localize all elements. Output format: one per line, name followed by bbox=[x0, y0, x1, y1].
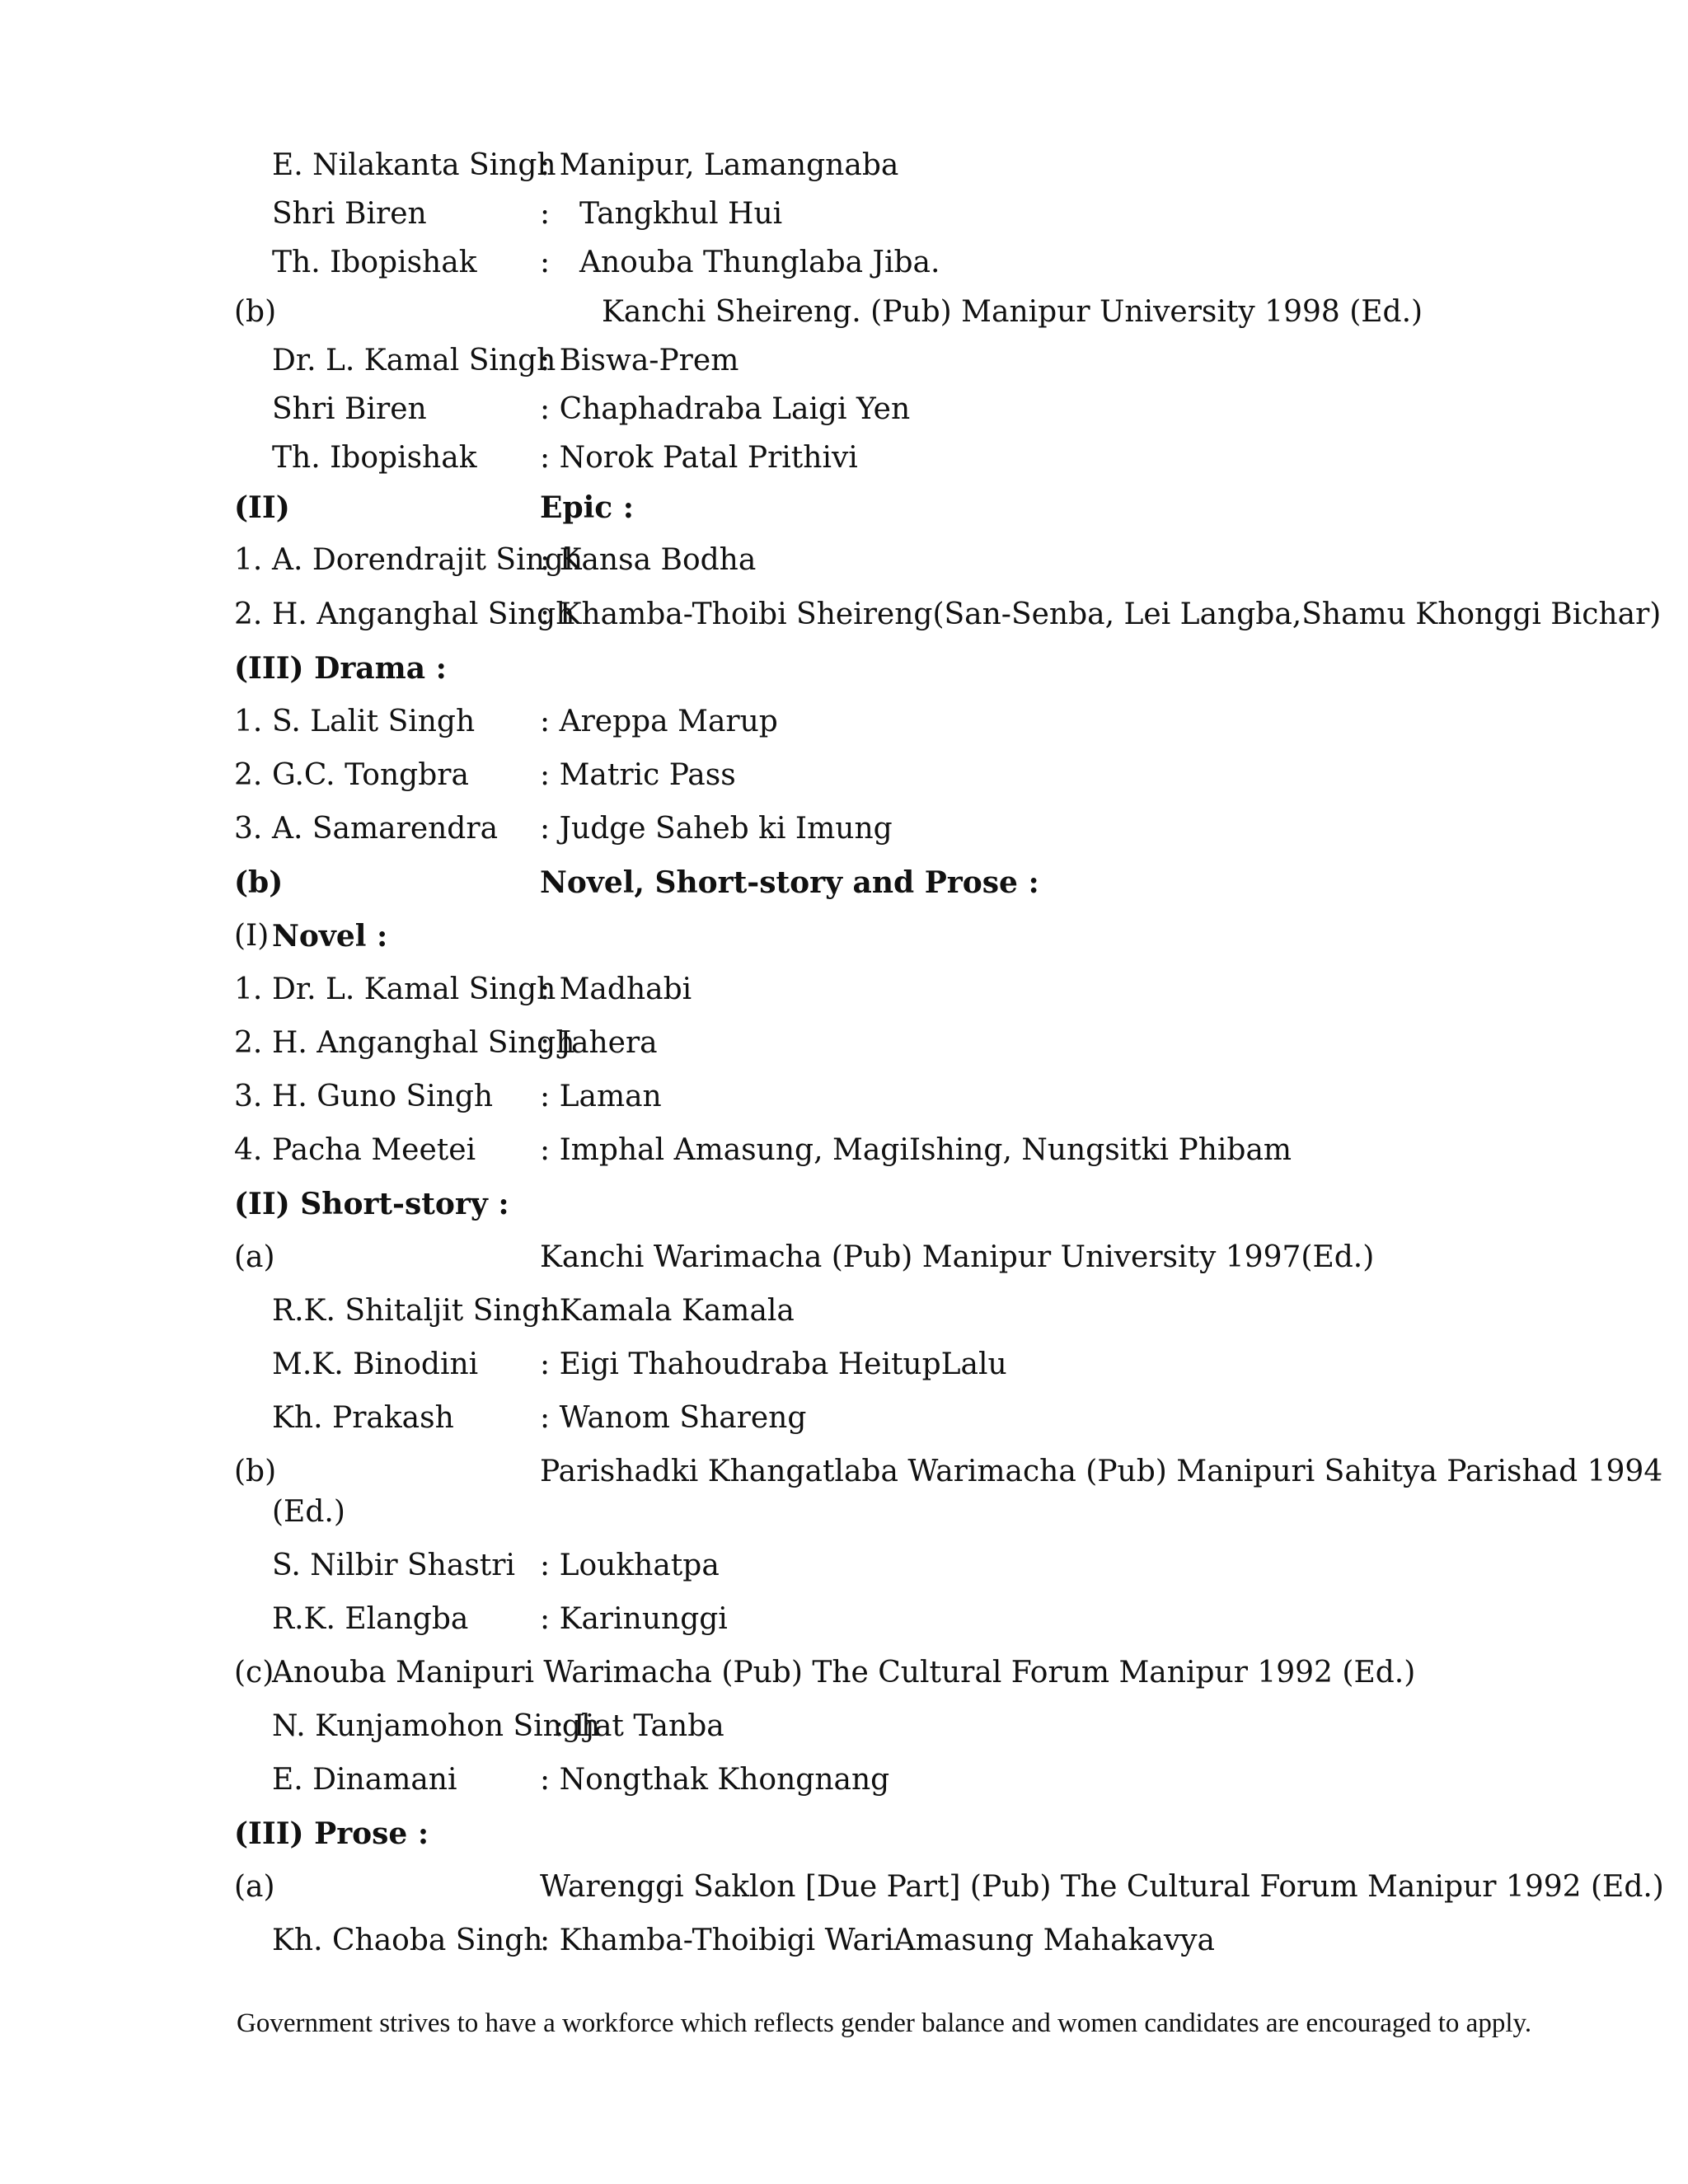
author-name: Dr. L. Kamal Singh bbox=[272, 344, 556, 377]
author-name: S. Nilbir Shastri bbox=[272, 1549, 515, 1582]
anthology-title: Kanchi Sheireng. (Pub) Manipur University 1998 (Ed.) bbox=[602, 295, 1423, 329]
work-title: Tangkhul Hui bbox=[579, 197, 783, 231]
section-title: Novel : bbox=[272, 919, 388, 954]
section-title: Epic : bbox=[540, 490, 635, 525]
author-name: G.C. Tongbra bbox=[272, 758, 469, 792]
author-name: H. Guno Singh bbox=[272, 1080, 494, 1113]
section-label: (b) bbox=[234, 1455, 277, 1488]
anthology-title: Parishadki Khangatlaba Warimacha (Pub) Manipuri Sahitya Parishad 1994 bbox=[540, 1455, 1663, 1488]
section-title: (II) Short-story : bbox=[234, 1187, 509, 1221]
author-name: S. Lalit Singh bbox=[272, 705, 476, 738]
section-label: (a) bbox=[234, 1870, 275, 1904]
section-title: (III) Drama : bbox=[234, 651, 447, 686]
author-name: H. Anganghal Singh bbox=[272, 1026, 575, 1060]
author-name: Th. Ibopishak bbox=[272, 246, 477, 279]
author-name: E. Nilakanta Singh bbox=[272, 148, 556, 182]
work-title: : Biswa-Prem bbox=[540, 344, 739, 377]
work-title: : Chaphadraba Laigi Yen bbox=[540, 392, 911, 426]
author-name: Pacha Meetei bbox=[272, 1133, 476, 1167]
item-number: 1. bbox=[234, 972, 263, 1006]
author-name: H. Anganghal Singh bbox=[272, 598, 575, 631]
work-title: : Norok Patal Prithivi bbox=[540, 441, 858, 475]
author-name: A. Dorendrajit Singh bbox=[272, 543, 584, 577]
section-title: Novel, Short-story and Prose : bbox=[540, 865, 1039, 900]
work-title: : Nongthak Khongnang bbox=[540, 1763, 890, 1797]
work-title: : Manipur, Lamangnaba bbox=[540, 148, 899, 182]
item-number: 2. bbox=[234, 598, 263, 631]
footer-note: Government strives to have a workforce which reflects gender balance and women candidates are encouraged to apply. bbox=[237, 2008, 1532, 2038]
work-title: : Imphal Amasung, MagiIshing, Nungsitki Phibam bbox=[540, 1133, 1292, 1167]
author-name: N. Kunjamohon Singh bbox=[272, 1709, 601, 1743]
work-title: : Laman bbox=[540, 1080, 662, 1113]
work-title: : Eigi Thahoudraba HeitupLalu bbox=[540, 1347, 1007, 1381]
section-label: (II) bbox=[234, 490, 290, 525]
work-title: : Kansa Bodha bbox=[540, 543, 757, 577]
author-name: A. Samarendra bbox=[272, 812, 499, 846]
work-title: : Jahera bbox=[540, 1026, 658, 1060]
section-label: (b) bbox=[234, 295, 277, 329]
author-name: R.K. Shitaljit Singh bbox=[272, 1294, 560, 1328]
author-name: Shri Biren bbox=[272, 197, 427, 231]
work-title: : Karinunggi bbox=[540, 1602, 728, 1636]
item-number: 1. bbox=[234, 705, 263, 738]
item-number: 2. bbox=[234, 1026, 263, 1060]
separator: : bbox=[540, 197, 551, 231]
work-title: : Madhabi bbox=[540, 972, 692, 1006]
author-name: R.K. Elangba bbox=[272, 1602, 469, 1636]
author-name: Dr. L. Kamal Singh bbox=[272, 972, 556, 1006]
work-title: : Khamba-Thoibigi WariAmasung Mahakavya bbox=[540, 1924, 1215, 1957]
item-number: 3. bbox=[234, 1080, 263, 1113]
work-title: : Judge Saheb ki Imung bbox=[540, 812, 893, 846]
author-name: E. Dinamani bbox=[272, 1763, 457, 1797]
item-number: 4. bbox=[234, 1133, 263, 1167]
author-name: M.K. Binodini bbox=[272, 1347, 479, 1381]
work-title: Anouba Thunglaba Jiba. bbox=[579, 246, 940, 279]
author-name: Kh. Chaoba Singh bbox=[272, 1924, 543, 1957]
work-title: : Kamala Kamala bbox=[540, 1294, 795, 1328]
section-label: (I) bbox=[234, 919, 270, 953]
work-title: : Loukhatpa bbox=[540, 1549, 720, 1582]
author-name: Kh. Prakash bbox=[272, 1401, 454, 1435]
author-name: Shri Biren bbox=[272, 392, 427, 426]
work-title: : Ijat Tanba bbox=[554, 1709, 724, 1743]
work-title: : Matric Pass bbox=[540, 758, 736, 792]
work-title: : Areppa Marup bbox=[540, 705, 778, 738]
anthology-title: Kanchi Warimacha (Pub) Manipur University 1997(Ed.) bbox=[540, 1240, 1375, 1274]
item-number: 2. bbox=[234, 758, 263, 792]
item-number: 3. bbox=[234, 812, 263, 846]
work-title: : Wanom Shareng bbox=[540, 1401, 807, 1435]
anthology-title: Anouba Manipuri Warimacha (Pub) The Cultural Forum Manipur 1992 (Ed.) bbox=[272, 1656, 1416, 1690]
author-name: Th. Ibopishak bbox=[272, 441, 477, 475]
separator: : bbox=[540, 246, 551, 279]
anthology-title: Warenggi Saklon [Due Part] (Pub) The Cultural Forum Manipur 1992 (Ed.) bbox=[540, 1870, 1664, 1904]
section-label: (c) bbox=[234, 1656, 274, 1690]
section-label: (a) bbox=[234, 1240, 275, 1274]
work-title: : Khamba-Thoibi Sheireng(San-Senba, Lei Langba,Shamu Khonggi Bichar) bbox=[540, 598, 1662, 631]
section-title: (III) Prose : bbox=[234, 1816, 429, 1851]
section-label: (b) bbox=[234, 865, 284, 900]
item-number: 1. bbox=[234, 543, 263, 577]
anthology-title-cont: (Ed.) bbox=[272, 1495, 345, 1529]
